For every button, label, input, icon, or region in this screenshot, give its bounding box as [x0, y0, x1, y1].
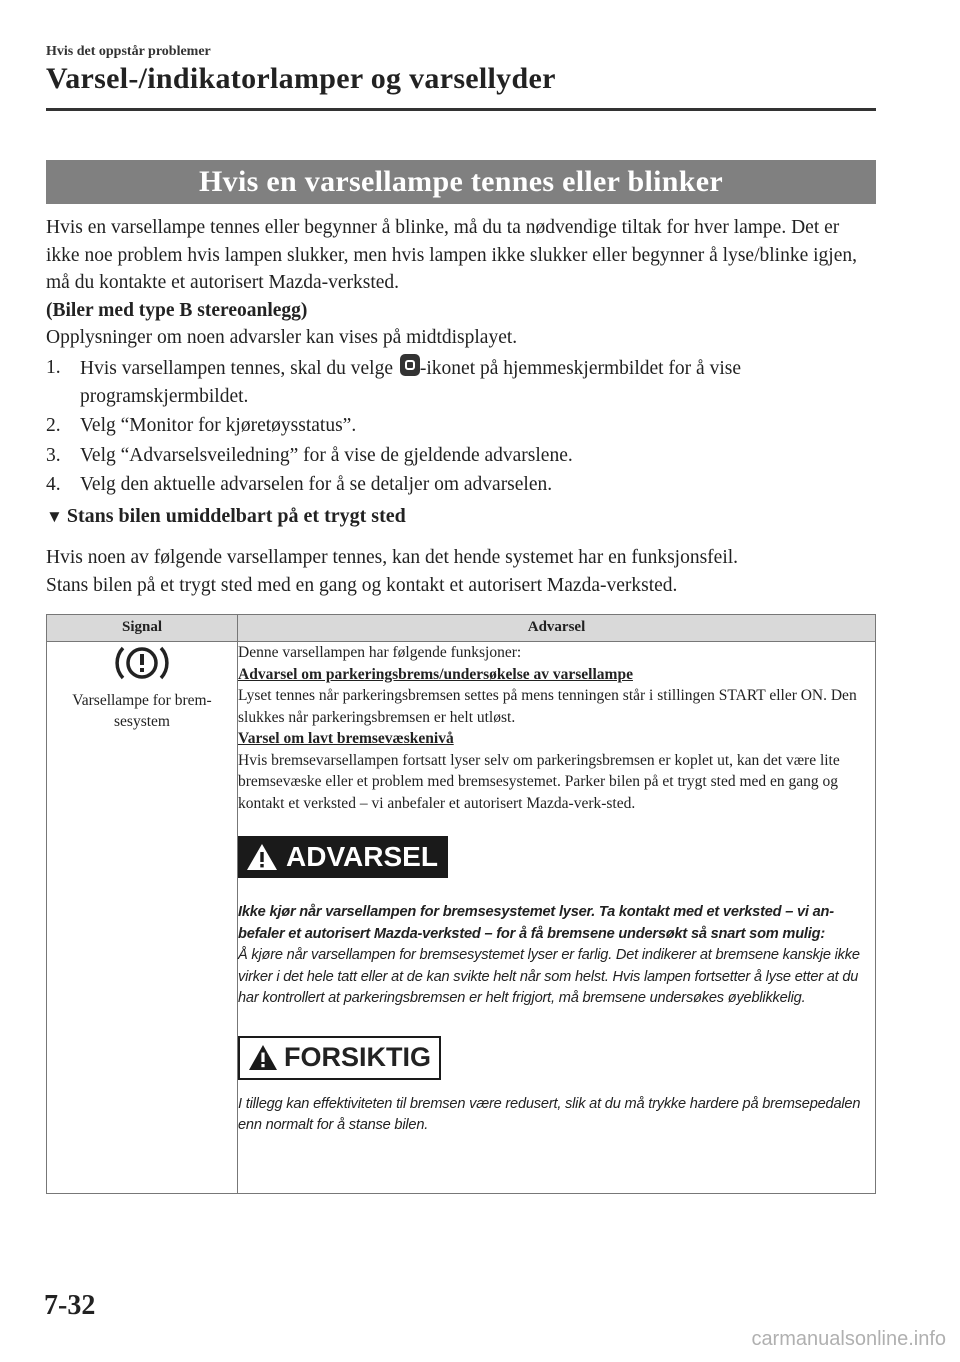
- description-heading-parking-brake: Advarsel om parkeringsbrems/undersøkelse av varsellampe: [238, 665, 633, 683]
- signal-cell: [47, 642, 238, 1194]
- breadcrumb: Hvis det oppstår problemer: [46, 44, 211, 59]
- description-intro: Denne varsellampen har følgende funksjoner:: [238, 644, 522, 661]
- description-heading-brake-fluid: Varsel om lavt bremsevæskenivå: [238, 730, 454, 747]
- list-item: [46, 412, 876, 440]
- subsection-line2: Stans bilen på et trygt sted med en gang og kontakt et autorisert Mazda-verksted.: [46, 574, 678, 596]
- list-item: [46, 354, 876, 410]
- step-number: 2.: [46, 415, 61, 436]
- step-text: Velg “Monitor for kjøretøysstatus”.: [80, 415, 357, 436]
- step-number: 3.: [46, 444, 61, 466]
- applications-icon: [400, 354, 420, 376]
- description-text-parking-brake: Lyset tennes når parkeringsbremsen settes på mens tenningen står i stillingen START eller ON. Den slukkes når parkeringsbremsen er helt utløst.: [238, 687, 857, 726]
- caution-text: I tillegg kan effektiviteten til bremsen være redusert, slik at du må trykke hardere på bremsepedalen enn normalt for å stanse bilen.: [238, 1095, 861, 1133]
- column-header-signal: Signal: [47, 615, 238, 642]
- subsection-title: Stans bilen umiddelbart på et trygt sted: [66, 505, 406, 527]
- signal-caption: Varsellampe for brem-sesystem: [72, 692, 212, 730]
- step-number: 1.: [46, 357, 61, 378]
- page-title: Varsel-/indikatorlamper og varsellyder: [46, 62, 556, 95]
- warning-text: Å kjøre når varsellampen for bremsesystemet lyser er farlig. Det indikerer at bremsene kanskje ikke virker i det hele tatt eller at de kan svikte helt når som helst. Hvis lampen fortsetter å lyse etter at du har kontrollert at parkeringsbremsen er helt frigjort, må bremsene undersøkes øyeblikkelig.: [238, 947, 860, 1006]
- steps-list: [46, 354, 876, 501]
- warning-label-box: [238, 836, 448, 878]
- intro-line2: Opplysninger om noen advarsler kan vises på midtdisplayet.: [46, 327, 518, 348]
- description-cell: [238, 642, 876, 1194]
- table-row: [47, 642, 876, 1194]
- warning-label: ADVARSEL: [286, 841, 438, 873]
- caution-label-box: [238, 1036, 441, 1080]
- step-text: Velg “Advarselsveiledning” for å vise de gjeldende advarslene.: [80, 444, 573, 466]
- subsection-line1: Hvis noen av følgende varsellamper tennes, kan det hende systemet har en funksjonsfeil.: [46, 547, 739, 568]
- intro-block: [46, 214, 876, 352]
- page-number: 7-32: [44, 1290, 96, 1321]
- warning-bold-text: Ikke kjør når varsellampen for bremsesystemet lyser. Ta kontakt med et verksted – vi an-befaler et autorisert Mazda-verksted – for å få bremsene undersøkt så snart som mulig:: [238, 904, 834, 942]
- intro-paragraph: Hvis en varsellampe tennes eller begynner å blinke, må du ta nødvendige tiltak for hver lampe. Det er ikke noe problem hvis lampen slukker, men hvis lampen ikke slukker eller begynner å lyse/blinke igjen, må du kontakte et autorisert Mazda-verksted.: [46, 217, 857, 293]
- column-header-warning: Advarsel: [238, 615, 876, 642]
- section-banner: Hvis en varsellampe tennes eller blinker: [46, 160, 876, 204]
- warning-triangle-icon: [246, 843, 278, 871]
- list-item: [46, 442, 876, 470]
- step-text-before: Hvis varsellampen tennes, skal du velge: [80, 358, 398, 379]
- step-text: Velg den aktuelle advarselen for å se detaljer om advarselen.: [80, 474, 553, 495]
- caution-triangle-icon: [248, 1044, 278, 1071]
- brake-warning-icon: [113, 642, 171, 684]
- step-number: 4.: [46, 474, 61, 495]
- list-item: [46, 471, 876, 499]
- warning-lamp-table: [46, 614, 876, 1194]
- watermark: carmanualsonline.info: [751, 1328, 946, 1350]
- caution-label: FORSIKTIG: [284, 1041, 431, 1072]
- intro-bold-line: (Biler med type B stereoanlegg): [46, 299, 308, 321]
- subsection-paragraph: [46, 544, 876, 599]
- description-text-brake-fluid: Hvis bremsevarsellampen fortsatt lyser selv om parkeringsbremsen er koplet ut, kan det være lite bremsevæske eller et problem med bremsesystemet. Parker bilen på et trygt sted med en gang og kontakt et verksted – vi anbefaler et autorisert Mazda-verk-sted.: [238, 751, 840, 812]
- title-divider: [46, 108, 876, 111]
- subsection-heading: [46, 505, 406, 528]
- step-text-after: -ikonet på hjemmeskjermbildet for å vise programskjermbildet.: [80, 358, 741, 407]
- table-header-row: [47, 615, 876, 642]
- triangle-down-icon: ▼: [46, 507, 63, 526]
